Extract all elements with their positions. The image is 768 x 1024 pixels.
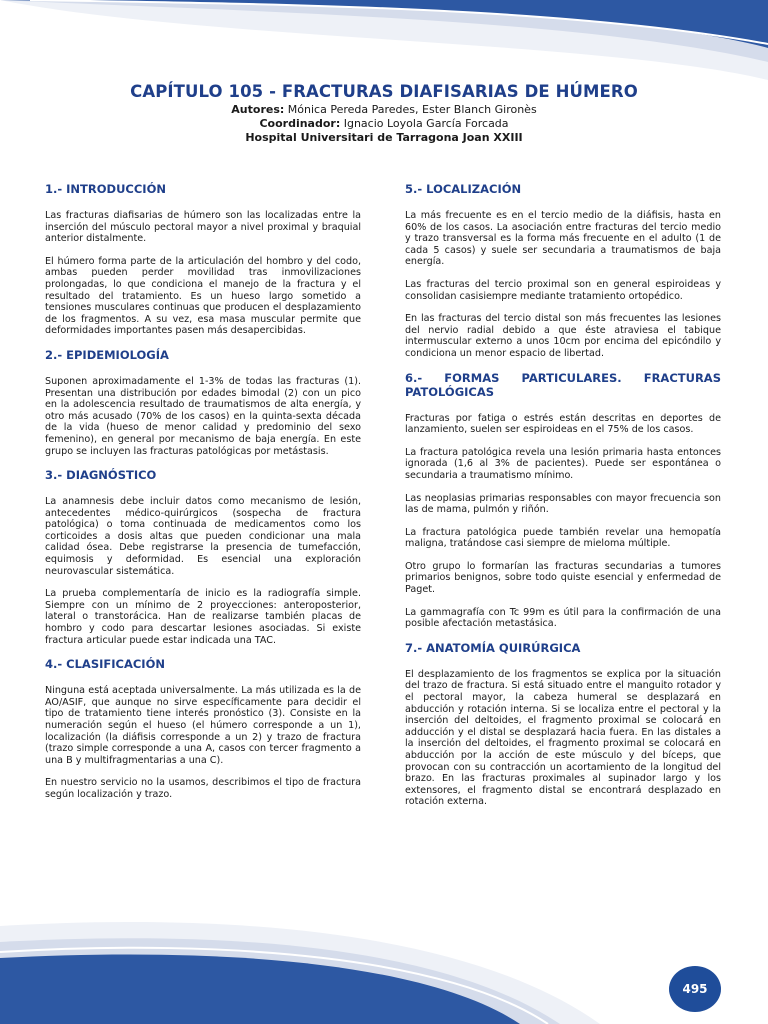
bottom-wave-decoration: [0, 914, 768, 1024]
paragraph: La fractura patológica revela una lesión primaria hasta entonces ignorada (1,6 al 3% de pacientes). Puede ser espontánea o secundaria a traumatismo mínimo.: [405, 446, 721, 481]
paragraph: Otro grupo lo formarían las fracturas secundarias a tumores primarios benignos, sobre todo quiste esencial y enfermedad de Paget.: [405, 560, 721, 596]
chapter-title: CAPÍTULO 105 - FRACTURAS DIAFISARIAS DE HÚMERO: [130, 82, 638, 101]
section-formas-particulares: [405, 371, 721, 630]
paragraph: Fracturas por fatiga o estrés están descritas en deportes de lanzamiento, suelen ser espiroideas en el 75% de los casos.: [405, 412, 721, 436]
section-title: 2.- EPIDEMIOLOGÍA: [45, 347, 169, 362]
section-title-line2: PATOLÓGICAS: [405, 384, 495, 399]
coordinator: Ignacio Loyola García Forcada: [343, 117, 509, 130]
section-diagnostico: [45, 468, 361, 646]
paragraph: En nuestro servicio no la usamos, describimos el tipo de fractura según localización y trazo.: [45, 777, 361, 800]
paragraph: La más frecuente es en el tercio medio de la diáfisis, hasta en 60% de los casos. La asociación entre fracturas del tercio medio y trazo transversal es la forma más frecuente en el adulto (1 de cada 5 casos) y suele ser secundaria a traumatismos de baja energía.: [405, 210, 721, 268]
page-number: 495: [669, 966, 721, 1012]
section-clasificacion: [45, 657, 361, 800]
section-title: 4.- CLASIFICACIÓN: [45, 657, 165, 672]
hospital: Hospital Universitari de Tarragona Joan XXIII: [245, 131, 523, 144]
paragraph: Ninguna está aceptada universalmente. La más utilizada es la de AO/ASIF, que aunque no sirve específicamente para decidir el tipo de tratamiento tiene interés pronóstico (3). Consiste en la numeración según el hueso (el húmero corresponde a un 1), localización (la diáfisis corresponde a un 2) y trazo de fractura (trazo simple corresponde a una A, casos con tercer fragmento a una B y multifragmentarias a una C).: [45, 685, 361, 766]
section-epidemiologia: [45, 348, 361, 457]
coordinator-line: [0, 117, 768, 131]
paragraph: En las fracturas del tercio distal son más frecuentes las lesiones del nervio radial debido a que éste atraviesa el tabique intermuscular externo a unos 10cm por encima del epicóndilo y condiciona un menor espacio de libertad.: [405, 313, 721, 359]
section-localizacion: [405, 182, 721, 360]
paragraph: La anamnesis debe incluir datos como mecanismo de lesión, antecedentes médico-quirúrgicos (sospecha de fractura patológica) o toma continuada de medicamentos como los corticoides a dosis altas que pueden condicionar una mala calidad ósea. Debe registrarse la presencia de tumefacción, equimosis y deformidad. Es esencial una exploración neurovascular sistemática.: [45, 496, 361, 577]
chapter-header: [0, 82, 768, 145]
section-title: 3.- DIAGNÓSTICO: [45, 468, 157, 483]
left-column: [45, 182, 361, 812]
paragraph: La gammagrafía con Tc 99m es útil para la confirmación de una posible afectación metastásica.: [405, 606, 721, 630]
section-title: 5.- LOCALIZACIÓN: [405, 182, 522, 196]
paragraph: El húmero forma parte de la articulación del hombro y del codo, ambas pueden perder movilidad tras inmovilizaciones prolongadas, lo que condiciona el manejo de la fractura y el resultado del tratamiento. Es un hueso largo sometido a tensiones musculares continuas que producen el desplazamiento de los fragmentos. A su vez, esa masa muscular permite que deformidades importantes pasen más desapercibidas.: [45, 255, 361, 337]
paragraph: La prueba complementaría de inicio es la radiografía simple. Siempre con un mínimo de 2 proyecciones: anteroposterior, lateral o transtorácica. Han de realizarse también placas de hombro y codo para descartar lesiones asociadas. Si existe fractura articular puede estar indicada una TAC.: [45, 588, 361, 646]
paragraph: Las fracturas del tercio proximal son en general espiroideas y consolidan casisiempre mediante tratamiento ortopédico.: [405, 278, 721, 302]
top-wave-decoration: [0, 0, 768, 80]
section-title: 1.- INTRODUCCIÓN: [45, 182, 166, 196]
paragraph: Suponen aproximadamente el 1-3% de todas las fracturas (1). Presentan una distribución por edades bimodal (2) con un pico en la adolescencia resultado de traumatismos de alta energía, y otro más acusado (70% de los casos) en la quinta-sexta década de la vida (hueso de menor calidad y predominio del sexo femenino), en general por mecanismo de baja energía. En este grupo se incluyen las fracturas patológicas por metástasis.: [45, 375, 361, 457]
authors: Mónica Pereda Paredes, Ester Blanch Gironès: [287, 103, 537, 116]
section-title-line1: 6.- FORMAS PARTICULARES. FRACTURAS: [405, 370, 721, 385]
paragraph: Las neoplasias primarias responsables con mayor frecuencia son las de mama, pulmón y riñón.: [405, 492, 721, 516]
authors-label: Autores:: [231, 103, 285, 116]
paragraph: Las fracturas diafisarias de húmero son las localizadas entre la inserción del músculo pectoral mayor a nivel proximal y braquial anterior distalmente.: [45, 210, 361, 245]
coordinator-label: Coordinador:: [259, 117, 341, 130]
section-anatomia-quirurgica: [405, 641, 721, 808]
authors-line: [0, 103, 768, 117]
paragraph: El desplazamiento de los fragmentos se explica por la situación del trazo de fractura. Si está situado entre el manguito rotador y el pectoral mayor, la cabeza humeral se desplazará en abducción y rotación interna. Si se localiza entre el pectoral y la inserción del deltoides, el fragmento proximal se colocará en adducción y el distal se desplazará hacia fuera. En las distales a la inserción del deltoides, el fragmento proximal se colocará en abducción por la acción de este músculo y del bíceps, que provocan con su contracción un acortamiento de la longitud del brazo. En las fracturas proximales al supinador largo y los extensores, el fragmento distal se encontrará desplazado en rotación externa.: [405, 668, 721, 808]
paragraph: La fractura patológica puede también revelar una hemopatía maligna, tratándose casi siempre de mieloma múltiple.: [405, 526, 721, 550]
section-title: 7.- ANATOMÍA QUIRÚRGICA: [405, 640, 581, 655]
right-column: [405, 182, 721, 819]
section-introduccion: [45, 182, 361, 337]
